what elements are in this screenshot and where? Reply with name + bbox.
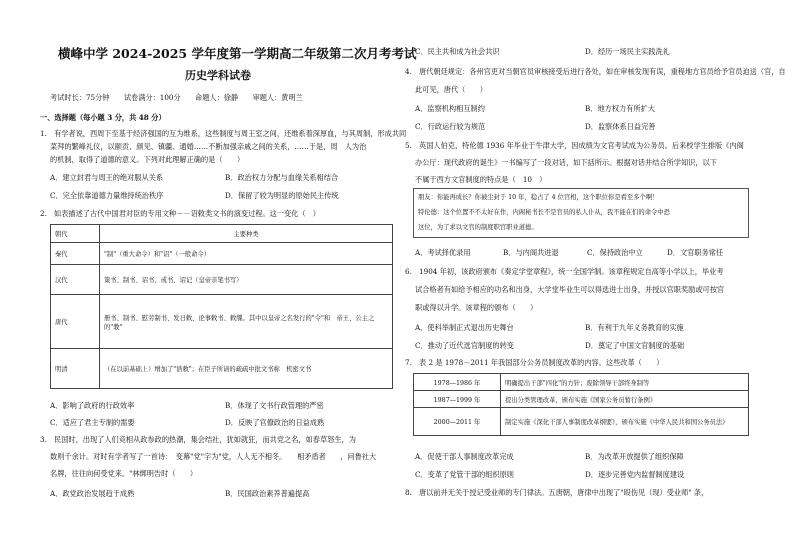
q7-option-c[interactable]: C．变革了党管干部的组织原则: [415, 470, 514, 479]
q6-line-3: 职或得以升学。该章程的颁布（ ）: [415, 303, 538, 312]
q4-line-1: 4. 唐代朝廷规定：各州官吏对当朝官员审核接受后进行各处，如在审核发现有误，重程地方官员给予官员迫送（官，自: [405, 67, 786, 76]
q2-row-types: 册书、制书、慰劳制书、发日敕、论事敕书、敕牒。其中以皇帝之名发行的"令"和 帝王、公主之的"教": [100, 295, 393, 349]
q2-stem: 2. 如表描述了古代中国君对臣的专用文种－－诏敕类文书的演变过程。这一变化（ ）: [40, 209, 320, 218]
q2-row-dynasty: 明清: [51, 349, 100, 389]
q6-option-a[interactable]: A．使科举制正式退出历史舞台: [415, 323, 514, 332]
q3-line-3: 名牌，往往向何受党来。"林绑明告时（ ）: [50, 469, 198, 478]
q4-line-2: 此可见，唐代（ ）: [415, 85, 487, 94]
q4-option-d[interactable]: D．监察体系日益完善: [585, 122, 656, 131]
q7-period: 1978—1986 年: [414, 374, 501, 391]
section-heading: 一、选择题（每小题 3 分，共 48 分）: [40, 113, 166, 122]
q4-option-a[interactable]: A．监察机构相互制约: [415, 104, 485, 113]
q7-option-d[interactable]: D．逐步完善党内监督制度建设: [585, 470, 685, 479]
q1-option-d[interactable]: D．保留了较为明显的原始民主传统: [225, 191, 339, 200]
q2-table-head: 朝代: [51, 225, 100, 243]
q5-option-c[interactable]: C．保持政治中立: [587, 248, 643, 257]
q5-option-a[interactable]: A．考试择优录用: [415, 248, 471, 257]
q2-option-a[interactable]: A．影响了政府的行政效率: [50, 401, 135, 410]
q6-option-d[interactable]: D．奠定了中国文官制度的基础: [585, 341, 685, 350]
q2-row-types: 策书、制书、诏书、戒书、诏记（皇帝亲笔书写）: [100, 265, 393, 295]
q5-box-line-1: 朋友：你能再成长？你被尘封于 10 年，稳占了 4 位宫相，这个职位你是看至多个啊！: [418, 194, 659, 201]
q2-row-dynasty: 秦代: [51, 243, 100, 265]
page-subtitle: 历史学科试卷: [185, 69, 251, 82]
q4-option-b[interactable]: B．地方权力有所扩大: [585, 104, 655, 113]
page-title: 横峰中学 2024-2025 学年度第一学期高二年级第二次月考考试: [58, 46, 417, 61]
q2-row-dynasty: 唐代: [51, 295, 100, 349]
q6-option-c[interactable]: C．推动了近代选官制度的转变: [415, 341, 514, 350]
q5-box-line-3: 这位，为了求以文官的制度职官职业道德。: [418, 224, 538, 231]
q3-option-a[interactable]: A．政党政治发展趋于成熟: [50, 489, 135, 498]
q5-line-1: 5. 英国人伯克，特伦德 1936 年毕业于牛津大学，因成绩为文官考试成为公务员。后来校学生排版《内阁: [405, 141, 744, 150]
q2-option-c[interactable]: C．适应了君主专制的需要: [50, 418, 135, 427]
q5-option-d[interactable]: D．文官职务常任: [667, 248, 724, 257]
q7-table: [413, 373, 749, 436]
q5-option-b[interactable]: B．与内阁共进退: [503, 248, 559, 257]
q3-option-c[interactable]: C．民主共和成为社会共识: [415, 47, 500, 56]
q6-option-b[interactable]: B．有利于九年义务教育的实施: [585, 323, 684, 332]
q7-stem: 7. 表 2 是 1978－2011 年我国部分公务员制度改革的内容。这些改革（ ）: [405, 358, 664, 367]
q2-table-head: 主要种类: [100, 225, 393, 243]
q3-line-2: 数则千余计。对时有学者写了一首诗： 变幕"党"字为"党，人人无不相冬。 相矛盾者 ，问鲁社大: [50, 452, 377, 461]
q6-line-2: 试合格者有如给予相应的功名和出身，大学堂毕业生可以得选进士出身，并授以官职奖励或可按官: [415, 285, 725, 294]
q2-option-d[interactable]: D．反映了官僚政治的日益成熟: [225, 418, 325, 427]
q8-line-1: 8. 唐以前并无关于授记受业师的专门律法。五唐朝，唐律中出现了"殴伤见（现）受业师" 条，: [405, 488, 709, 497]
q6-line-1: 6. 1904 年初，该政府颁布《奏定学堂章程》，统一全国学制。该章程规定自高等小学以上，毕业考: [405, 267, 724, 276]
q7-content: 提出分类管理改革，颁布实施《国家公务员暂行条例》: [501, 391, 749, 408]
q5-dialogue-box: [413, 188, 749, 238]
q5-line-2: 办公厅：现代政府的诞生》一书编写了一段对话，如下括所示。根据对话并结合所学知识，以下: [415, 158, 717, 167]
q1-line-1: 1. 有学者说，西周下至基于经济强国的互为维系，这些制度与周王室之间，还维系着深厚血，与其周制，形成共同: [40, 129, 407, 138]
q3-option-b[interactable]: B．民国政治素养普遍提高: [225, 489, 310, 498]
q2-row-dynasty: 汉代: [51, 265, 100, 295]
q1-option-b[interactable]: B．政治权力分配与血缘关系相结合: [225, 173, 339, 182]
q4-option-c[interactable]: C．行政运行较为规范: [415, 122, 486, 131]
q7-content: 明确提出干部"四化"的方针；废除领导干部终身制等: [501, 374, 749, 391]
q7-content: 制定实施《深化干部人事制度改革纲要》，颁布实施《中华人民共和国公务员法》: [501, 408, 749, 436]
q1-option-a[interactable]: A．建立封君与周王的绝对服从关系: [50, 173, 164, 182]
q3-line-1: 3. 民国时，出现了人们竞相从政参政的热潮，集会结社，犹如就狂，而共党之名，如春草怒生，为: [40, 435, 356, 444]
q7-period: 2000—2011 年: [414, 408, 501, 436]
q1-line-3: 的机制，取得了道德的意义。下列对此理解正确的是（ ）: [50, 155, 245, 164]
q2-table: [50, 224, 393, 389]
q3-option-d[interactable]: D．经历一场民主实践洗礼: [585, 47, 670, 56]
q1-line-2: 菜拜的繁峰礼仪，以颐贡、颜见、镇疆、通婚……不断加强亲戚之间的关系，……于是，周 人为治: [50, 142, 367, 151]
q5-box-line-2: 特伦德：这个位置不不太好在作，内阁秘书长不是官员的私人仆从，我不能在们的命令中恐: [418, 209, 670, 216]
q1-option-c[interactable]: C．完全依靠道德力量维持统治秩序: [50, 191, 164, 200]
q7-period: 1987—1999 年: [414, 391, 501, 408]
q7-option-a[interactable]: A．促使干部人事制度改革完成: [415, 452, 514, 461]
q7-option-b[interactable]: B．为改革开放提供了组织保障: [585, 452, 684, 461]
exam-meta: 考试时长：75分钟 试卷满分：100分 命题人：徐静 审题人：黄明兰: [50, 93, 303, 102]
q2-option-b[interactable]: B．体现了文书行政管理的严密: [225, 401, 324, 410]
q2-row-types: （在以前基础上）增加了"诰敕"；在臣子所请的疏疏中批文书称 机密文书: [100, 349, 393, 389]
q2-row-types: "制"（重大命令）和"诏"（一般命令）: [100, 243, 393, 265]
q5-line-3: 不属于西方文官制度的特点是（ 10 ）: [415, 175, 547, 184]
